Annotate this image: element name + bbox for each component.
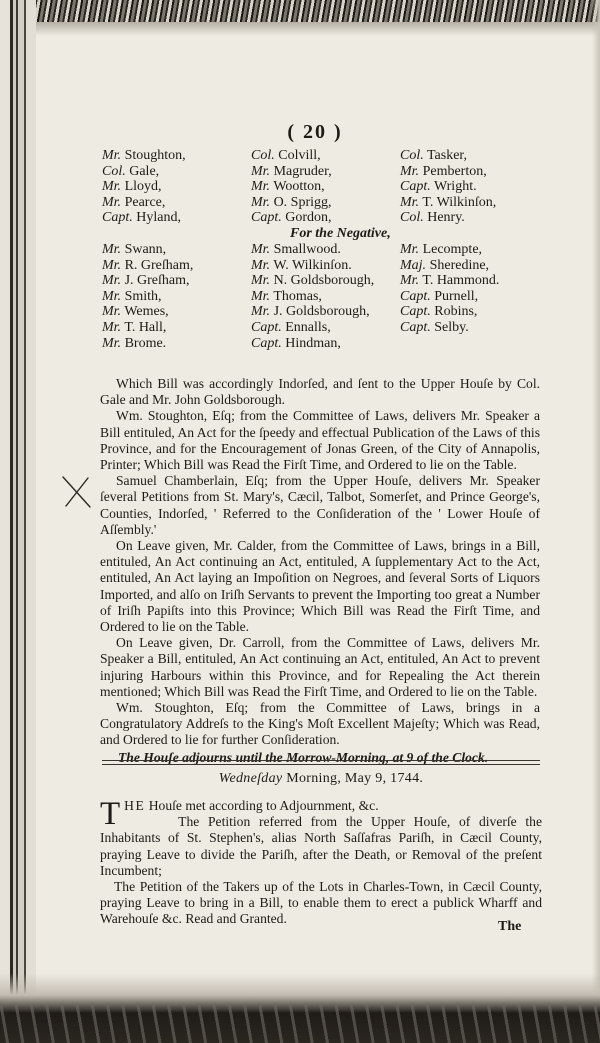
member-name bbox=[251, 304, 400, 320]
member-name bbox=[251, 273, 400, 289]
member-surname: Swann, bbox=[124, 241, 167, 257]
member-surname: Magruder, bbox=[273, 163, 332, 179]
member-name bbox=[400, 320, 562, 336]
negative-row bbox=[102, 273, 562, 289]
member-surname: Selby. bbox=[434, 319, 469, 335]
page-number: ( 20 ) bbox=[287, 121, 343, 143]
member-title: Mr. bbox=[400, 163, 420, 179]
votes-row bbox=[102, 148, 562, 164]
votes-row bbox=[102, 195, 562, 211]
vote-names-list bbox=[102, 148, 562, 351]
member-surname: Pemberton, bbox=[422, 163, 487, 179]
entry-opening-paragraph bbox=[100, 796, 542, 832]
member-title: Mr. bbox=[400, 241, 420, 257]
member-name bbox=[400, 210, 562, 226]
page-top-edge bbox=[0, 0, 600, 22]
member-surname: Brome. bbox=[124, 335, 167, 351]
member-title: Capt. bbox=[400, 304, 431, 320]
entry-first-rest: Houſe met according to Adjournment, &c. bbox=[148, 798, 379, 813]
member-title: Capt. bbox=[400, 288, 431, 304]
member-surname: Purnell, bbox=[434, 288, 479, 304]
member-surname: Gale, bbox=[129, 163, 160, 179]
member-surname: Robins, bbox=[434, 304, 478, 320]
member-name bbox=[251, 320, 400, 336]
member-surname: Hyland, bbox=[136, 210, 181, 226]
negative-heading: For the Negative, bbox=[290, 225, 391, 241]
paragraph-congratulatory-address: Wm. Stoughton, Eſq; from the Committee of Laws, brings in a Congratulatory Addreſs to the King's Moſt Excellent Majeſty; Which was Read, and Ordered to lie for further Conſideration. bbox=[100, 700, 540, 748]
entry-petition-wharf: The Petition of the Takers up of the Lots in Charles-Town, in Cæcil County, praying Leave to bring in a Bill, to enable them to erect a publick Wharff and Warehouſe &c. Read and Granted. bbox=[100, 879, 542, 927]
member-title: Mr. bbox=[251, 304, 271, 320]
member-title: Capt. bbox=[102, 210, 133, 226]
negative-row bbox=[102, 320, 562, 336]
member-surname: Ennalls, bbox=[285, 319, 331, 335]
member-title: Mr. bbox=[251, 194, 271, 210]
entry-date-text: Morning, May 9, 1744. bbox=[286, 771, 424, 786]
affirmative-names bbox=[102, 148, 562, 226]
negative-row bbox=[102, 242, 562, 258]
member-name bbox=[102, 289, 251, 305]
member-title: Maj. bbox=[400, 257, 427, 273]
section-divider bbox=[102, 760, 540, 765]
member-title: Mr. bbox=[251, 288, 271, 304]
member-name bbox=[102, 273, 251, 289]
member-name bbox=[102, 195, 251, 211]
member-title: Mr. bbox=[251, 257, 271, 273]
member-title: Mr. bbox=[102, 148, 122, 163]
member-title: Mr. bbox=[251, 241, 271, 257]
member-surname: T. Hall, bbox=[124, 319, 167, 335]
member-surname: Tasker, bbox=[426, 148, 468, 163]
member-name bbox=[400, 273, 562, 289]
member-name bbox=[102, 336, 251, 352]
member-name bbox=[400, 289, 562, 305]
member-name bbox=[400, 148, 562, 164]
member-surname: Smallwood. bbox=[273, 241, 341, 257]
margin-x-mark-icon bbox=[60, 474, 94, 510]
page-right-edge bbox=[592, 0, 600, 1043]
member-name bbox=[251, 210, 400, 226]
proceedings-text bbox=[100, 376, 540, 766]
member-surname: Henry. bbox=[427, 210, 465, 226]
member-name bbox=[102, 179, 251, 195]
member-title: Capt. bbox=[400, 319, 431, 335]
paragraph-negroes-bill: On Leave given, Mr. Calder, from the Committee of Laws, brings in a Bill, entituled, An Act continuing an Act, entituled, A ſupplementary Act to the Act, entituled, An Act laying an Impoſition on Negroes, and ſeveral Sorts of Liquors Imported, and alſo on Iriſh Servants to prevent the Importing too great a Number of Iriſh Papiſts into this Province; Which Bill was Read the Firſt Time, and Ordered to lie on the Table. bbox=[100, 538, 540, 635]
member-title: Capt. bbox=[251, 335, 282, 351]
entry-petition-parish: The Petition referred from the Upper Houſe, of diverſe the Inhabitants of St. Stephen's, alias North Saſſafras Pariſh, in Cæcil County, praying Leave to divide the Pariſh, after the Death, or Removal of the preſent Incumbent; bbox=[100, 814, 542, 878]
member-surname: Stoughton, bbox=[124, 148, 186, 163]
member-surname: Thomas, bbox=[273, 288, 322, 304]
votes-row bbox=[102, 164, 562, 180]
member-name bbox=[251, 148, 400, 164]
paragraph-indorsed: Which Bill was accordingly Indorſed, and ſent to the Upper Houſe by Col. Gale and Mr. John Goldsborough. bbox=[100, 376, 540, 408]
member-surname: N. Goldsborough, bbox=[273, 273, 375, 289]
member-surname: Wootton, bbox=[273, 179, 325, 195]
member-title: Mr. bbox=[102, 179, 122, 195]
negative-names bbox=[102, 242, 562, 351]
member-title: Mr. bbox=[400, 273, 420, 289]
member-title: Col. bbox=[251, 148, 275, 163]
entry-first-word: HE bbox=[124, 798, 146, 813]
member-title: Mr. bbox=[102, 288, 122, 304]
member-surname: Lloyd, bbox=[124, 179, 162, 195]
member-name bbox=[102, 210, 251, 226]
member-name bbox=[251, 289, 400, 305]
member-surname: O. Sprigg, bbox=[273, 194, 332, 210]
member-title: Mr. bbox=[102, 257, 122, 273]
member-title: Col. bbox=[400, 210, 424, 226]
member-name bbox=[400, 258, 562, 274]
member-title: Capt. bbox=[251, 319, 282, 335]
member-surname: W. Wilkinſon. bbox=[273, 257, 352, 273]
member-title: Mr. bbox=[102, 319, 122, 335]
member-name bbox=[102, 242, 251, 258]
member-name bbox=[400, 179, 562, 195]
member-name bbox=[251, 336, 400, 352]
member-title: Mr. bbox=[251, 273, 271, 289]
member-title: Mr. bbox=[102, 304, 122, 320]
votes-row bbox=[102, 210, 562, 226]
negative-row bbox=[102, 289, 562, 305]
member-name bbox=[400, 195, 562, 211]
member-title: Mr. bbox=[251, 163, 271, 179]
member-title: Mr. bbox=[102, 194, 122, 210]
member-title: Mr. bbox=[251, 179, 271, 195]
catchword: The bbox=[498, 919, 522, 934]
member-surname: Colvill, bbox=[278, 148, 321, 163]
member-name bbox=[251, 164, 400, 180]
member-title: Col. bbox=[102, 163, 126, 179]
entry-day: Wedneſday bbox=[218, 771, 283, 786]
paragraph-petitions: Samuel Chamberlain, Eſq; from the Upper Houſe, delivers Mr. Speaker ſeveral Petitions from St. Mary's, Cæcil, Talbot, Somerſet, and Prince George's, Counties, Indorſed, ' Referred to the Conſideration of the ' Lower Houſe of Aſſembly.' bbox=[100, 473, 540, 537]
page-top-shadow bbox=[0, 22, 600, 36]
member-name bbox=[102, 304, 251, 320]
member-title: Mr. bbox=[400, 194, 420, 210]
entry-date-heading bbox=[100, 771, 542, 787]
member-surname: Lecompte, bbox=[422, 241, 483, 257]
member-name bbox=[102, 258, 251, 274]
page-binding-edge bbox=[0, 0, 36, 1043]
member-surname: R. Greſham, bbox=[124, 257, 194, 273]
member-surname: J. Goldsborough, bbox=[273, 304, 370, 320]
paragraph-harbours-bill: On Leave given, Dr. Carroll, from the Committee of Laws, delivers Mr. Speaker a Bill, entituled, An Act continuing an Act, entituled, An Act to prevent injuring Harbours within this Province, and for Repealing the Act therein mentioned; Which Bill was Read the Firſt Time, and Ordered to lie on the Table. bbox=[100, 635, 540, 699]
member-name bbox=[251, 179, 400, 195]
may-9-entry bbox=[100, 798, 542, 928]
member-name bbox=[102, 320, 251, 336]
member-surname: Smith, bbox=[124, 288, 162, 304]
member-surname: Wemes, bbox=[124, 304, 169, 320]
member-name bbox=[251, 258, 400, 274]
paragraph-publication-bill: Wm. Stoughton, Eſq; from the Committee of Laws, delivers Mr. Speaker a Bill entituled, An Act for the ſpeedy and effectual Publication of the Laws of this Province, and for the Encouragement of Jonas Green, of the City of Annapolis, Printer; Which Bill was Read the Firſt Time, and Ordered to lie on the Table. bbox=[100, 408, 540, 473]
member-name bbox=[400, 242, 562, 258]
member-title: Mr. bbox=[102, 335, 122, 351]
member-title: Capt. bbox=[400, 179, 431, 195]
member-surname: Gordon, bbox=[285, 210, 332, 226]
member-title: Mr. bbox=[102, 241, 122, 257]
adjournment-line: The Houſe adjourns until the Morrow-Morning, at 9 of the Clock. bbox=[118, 749, 489, 765]
member-surname: Sheredine, bbox=[429, 257, 490, 273]
member-surname: T. Hammond. bbox=[422, 273, 500, 289]
page-bottom-edge bbox=[0, 973, 600, 1043]
negative-row bbox=[102, 336, 562, 352]
member-name bbox=[400, 304, 562, 320]
member-surname: Pearce, bbox=[124, 194, 166, 210]
negative-row bbox=[102, 304, 562, 320]
member-surname: Wright. bbox=[433, 179, 477, 195]
member-surname: Hindman, bbox=[285, 335, 341, 351]
member-name bbox=[400, 336, 562, 352]
member-title: Mr. bbox=[102, 273, 122, 289]
drop-cap: T bbox=[100, 796, 121, 832]
member-title: Col. bbox=[400, 148, 424, 163]
member-surname: T. Wilkinſon, bbox=[422, 194, 497, 210]
member-title: Capt. bbox=[251, 210, 282, 226]
member-surname: J. Greſham, bbox=[124, 273, 190, 289]
member-name bbox=[251, 195, 400, 211]
member-name bbox=[102, 148, 251, 164]
negative-row bbox=[102, 258, 562, 274]
member-name bbox=[102, 164, 251, 180]
votes-row bbox=[102, 179, 562, 195]
member-name bbox=[400, 164, 562, 180]
member-name bbox=[251, 242, 400, 258]
